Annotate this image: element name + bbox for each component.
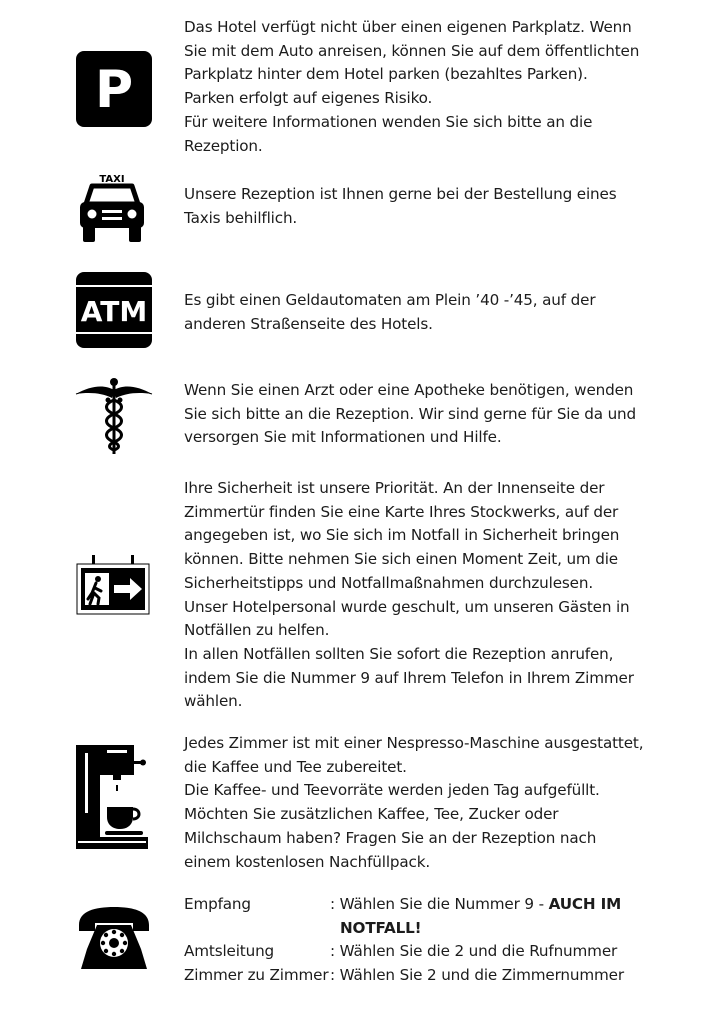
phone-value [330, 893, 640, 940]
taxi-info [184, 183, 617, 230]
atm-line: anderen Straßenseite des Hotels. [184, 314, 433, 333]
coffee-line: die Kaffee und Tee zubereitet. [184, 757, 407, 776]
parking-info [184, 16, 639, 158]
parking-icon-label: P [94, 60, 134, 120]
atm-info [184, 289, 595, 336]
coffee-line: Möchten Sie zusätzlichen Kaffee, Tee, Zucker oder [184, 805, 559, 824]
parking-line: Rezeption. [184, 136, 263, 155]
safety-line: Unser Hotelpersonal wurde geschult, um unseren Gästen in [184, 597, 630, 616]
emergency-exit-icon [74, 555, 152, 617]
doctor-line: versorgen Sie mit Informationen und Hilfe. [184, 428, 502, 447]
safety-line: In allen Notfällen sollten Sie sofort die Rezeption anrufen, [184, 644, 614, 663]
taxi-line: Taxis behilflich. [184, 208, 298, 227]
safety-line: Notfällen zu helfen. [184, 621, 330, 640]
taxi-icon-label: TAXI [99, 174, 125, 185]
safety-line: indem Sie die Nummer 9 auf Ihrem Telefon in Ihrem Zimmer [184, 668, 634, 687]
coffee-line: einem kostenlosen Nachfüllpack. [184, 852, 431, 871]
parking-icon [76, 51, 152, 127]
coffee-line: Die Kaffee- und Teevorräte werden jeden Tag aufgefüllt. [184, 781, 600, 800]
taxi-line: Unsere Rezeption ist Ihnen gerne bei der Bestellung eines [184, 185, 617, 203]
phone-value: : Wählen Sie die 2 und die Rufnummer [330, 942, 618, 961]
phone-row-reception [184, 893, 640, 940]
coffee-line: Jedes Zimmer ist mit einer Nespresso-Maschine ausgestattet, [184, 734, 644, 752]
atm-icon-label: ATM [80, 295, 148, 328]
coffee-machine-icon [75, 745, 155, 849]
parking-line: Für weitere Informationen wenden Sie sich bitte an die [184, 112, 593, 131]
parking-line: Das Hotel verfügt nicht über einen eigenen Parkplatz. Wenn [184, 18, 632, 36]
phone-row-outside-line [184, 940, 640, 964]
taxi-icon [78, 172, 146, 244]
phone-value-text: : Wählen Sie die Nummer 9 - [330, 895, 549, 913]
phone-label: Zimmer zu Zimmer [184, 966, 329, 985]
telephone-icon [75, 905, 153, 971]
safety-line: Ihre Sicherheit ist unsere Priorität. An der Innenseite der [184, 479, 605, 497]
phone-directory [184, 893, 640, 988]
atm-icon [76, 272, 152, 348]
parking-line: Parken erfolgt auf eigenes Risiko. [184, 89, 433, 108]
parking-line: Parkplatz hinter dem Hotel parken (bezahltes Parken). [184, 65, 588, 84]
parking-line: Sie mit dem Auto anreisen, können Sie auf dem öffentlichten [184, 41, 640, 60]
caduceus-icon [74, 376, 154, 456]
phone-label: Amtsleitung [184, 942, 275, 961]
safety-line: wählen. [184, 692, 243, 711]
phone-emphasis: AUCH IM [548, 895, 622, 913]
coffee-line: Milchschaum haben? Fragen Sie an der Rezeption nach [184, 828, 597, 847]
doctor-info [184, 379, 636, 450]
phone-row-room-to-room [184, 964, 640, 988]
atm-line: Es gibt einen Geldautomaten am Plein ’40 -’45, auf der [184, 291, 596, 309]
safety-line: Sicherheitstipps und Notfallmaßnahmen durchzulesen. [184, 573, 594, 592]
doctor-line: Sie sich bitte an die Rezeption. Wir sind gerne für Sie da und [184, 404, 637, 423]
doctor-line: Wenn Sie einen Arzt oder eine Apotheke benötigen, wenden [184, 381, 634, 399]
safety-line: Zimmertür finden Sie eine Karte Ihres Stockwerks, auf der [184, 502, 619, 521]
safety-line: können. Bitte nehmen Sie sich einen Moment Zeit, um die [184, 550, 619, 569]
safety-info [184, 477, 634, 714]
phone-emphasis-continued: NOTFALL! [340, 918, 422, 937]
safety-line: angegeben ist, wo Sie sich im Notfall in Sicherheit bringen [184, 526, 620, 545]
phone-value: : Wählen Sie 2 und die Zimmernummer [330, 966, 624, 985]
phone-label: Empfang [184, 895, 251, 913]
coffee-info [184, 732, 643, 874]
